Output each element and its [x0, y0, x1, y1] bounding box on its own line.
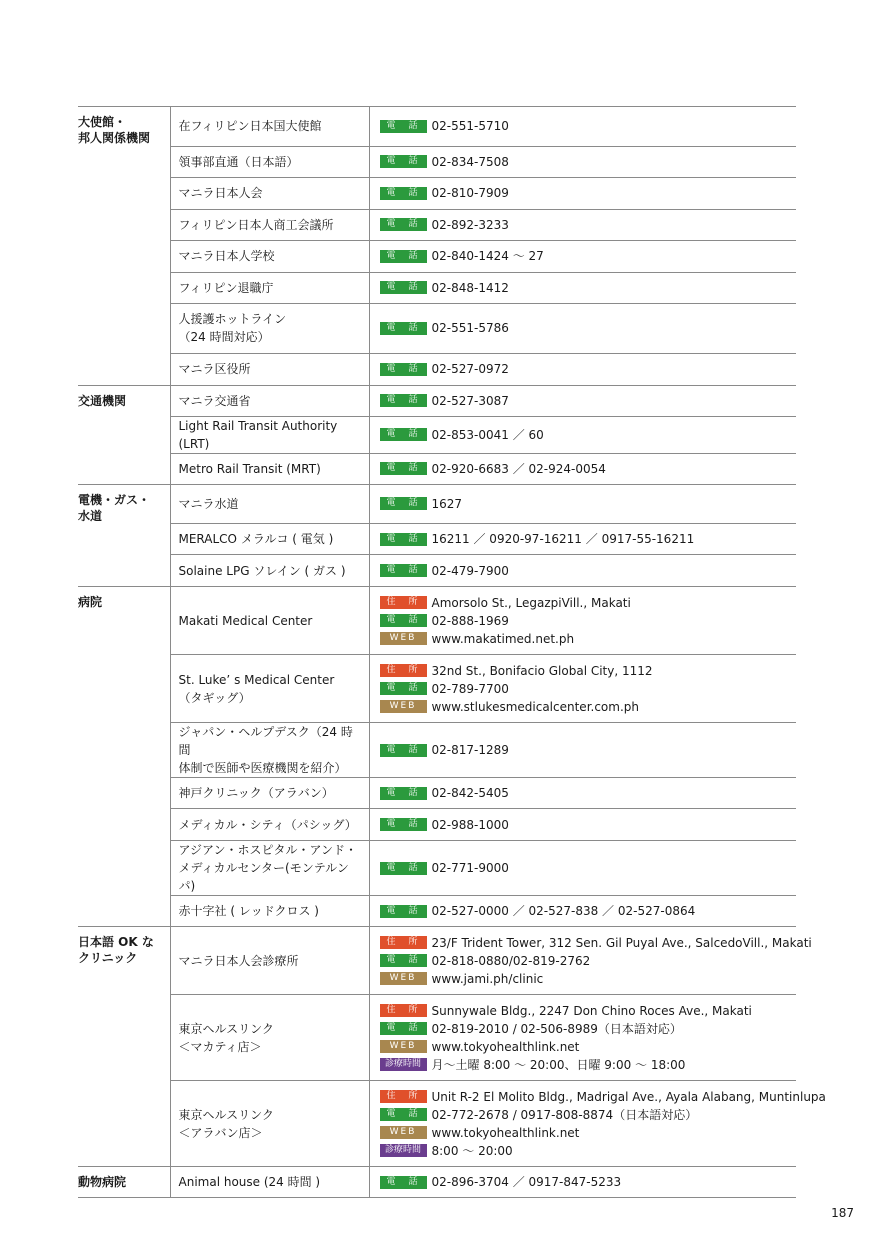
tel-value: 16211 ／ 0920-97-16211 ／ 0917-55-16211: [431, 532, 695, 546]
tel-value: 02-479-7900: [431, 563, 509, 578]
web-value[interactable]: www.stlukesmedicalcenter.com.ph: [431, 699, 640, 714]
tel-value: 02-810-7909: [431, 186, 509, 200]
tel-badge: 電 話: [380, 1108, 427, 1121]
tel-value: 02-840-1424 ～ 27: [431, 249, 544, 263]
contact-line-addr: [380, 1088, 826, 1106]
institution-name: [170, 146, 369, 177]
web-value[interactable]: www.makatimed.net.ph: [431, 631, 575, 646]
tel-value: 02-848-1412: [431, 280, 509, 295]
table-row: [78, 995, 796, 1081]
tel-badge: 電 話: [380, 533, 427, 546]
category-cell: [78, 587, 170, 655]
institution-name: [170, 896, 369, 927]
table-row: [78, 841, 796, 896]
category-label: 水道: [78, 508, 103, 523]
institution-name-line: 在フィリピン日本国大使館: [178, 119, 322, 134]
tel-badge: 電 話: [380, 218, 427, 231]
table-row: [78, 655, 796, 723]
contact-line-hours: [380, 1142, 789, 1160]
contact-line-web: [380, 1038, 789, 1056]
institution-name: [170, 723, 369, 778]
table-row: [78, 209, 796, 240]
contact-line-tel: [380, 902, 789, 920]
tel-value: 02-527-3087: [431, 393, 509, 408]
contact-line-addr: [380, 934, 812, 952]
contact-line-tel: [380, 392, 789, 410]
addr-badge: 住 所: [380, 1004, 427, 1017]
tel-value: 02-771-9000: [431, 861, 509, 875]
institution-name-line: 体制で医師や医療機関を紹介）: [178, 761, 347, 775]
category-label: 動物病院: [78, 1175, 127, 1189]
tel-value: 1627: [431, 496, 463, 511]
tel-value: 02-527-0972: [431, 362, 509, 376]
category-label: クリニック: [78, 951, 138, 965]
table-row: [78, 453, 796, 484]
tel-badge: 電 話: [380, 363, 427, 376]
contact-line-tel: [380, 184, 789, 202]
category-cell: [78, 146, 170, 177]
addr-badge: 住 所: [380, 664, 427, 677]
contact-line-tel: [380, 680, 789, 698]
institution-name: [170, 240, 369, 272]
institution-name: [170, 1081, 369, 1167]
tel-value: 02-920-6683 ／ 02-924-0054: [431, 461, 606, 476]
contact-line-addr: [380, 1002, 789, 1020]
web-badge: WEB: [380, 632, 427, 645]
contact-line-tel: [380, 247, 789, 265]
institution-name: [170, 995, 369, 1081]
category-label: 電機・ガス・: [78, 492, 151, 507]
addr-value: 23/F Trident Tower, 312 Sen. Gil Puyal Ave., SalcedoVill., Makati: [431, 935, 812, 950]
contact-info: [369, 416, 796, 453]
contact-info: [369, 1081, 826, 1167]
table-row: [78, 146, 796, 177]
category-cell: [78, 272, 170, 303]
tel-badge: 電 話: [380, 187, 427, 200]
contact-line-tel: [380, 495, 789, 513]
table-row: [78, 272, 796, 303]
web-value[interactable]: www.tokyohealthlink.net: [431, 1125, 580, 1140]
tel-value: 02-892-3233: [431, 217, 509, 232]
contact-info: [369, 107, 796, 147]
institution-name-line: アジアン・ホスピタル・アンド・: [178, 843, 358, 857]
web-badge: WEB: [380, 700, 427, 713]
contact-info: [369, 272, 796, 303]
table-row: [78, 587, 796, 655]
category-label: 邦人関係機関: [78, 131, 151, 145]
contact-info: [369, 524, 796, 555]
institution-name-line: フィリピン日本人商工会議所: [178, 217, 334, 232]
category-cell: [78, 995, 170, 1081]
page-number: 187: [831, 1206, 854, 1220]
contact-info: [369, 655, 796, 723]
institution-name: [170, 841, 369, 896]
contact-line-tel: [380, 360, 789, 378]
tel-badge: 電 話: [380, 787, 427, 800]
contact-line-tel: [380, 612, 789, 630]
category-cell: [78, 927, 170, 995]
tel-badge: 電 話: [380, 954, 427, 967]
institution-name-line: マニラ日本人学校: [178, 249, 275, 263]
contact-info: [369, 303, 796, 353]
tel-badge: 電 話: [380, 905, 427, 918]
category-cell: [78, 896, 170, 927]
institution-name: [170, 524, 369, 555]
contact-line-tel: [380, 153, 789, 171]
institution-name-line: Metro Rail Transit (MRT): [178, 461, 321, 476]
tel-badge: 電 話: [380, 322, 427, 335]
institution-name-line: メディカル・シティ（パシッグ）: [178, 817, 357, 832]
tel-value: 02-817-1289: [431, 743, 509, 757]
category-cell: [78, 484, 170, 524]
addr-value: Sunnywale Bldg., 2247 Don Chino Roces Ave., Makati: [431, 1003, 752, 1018]
contact-line-tel: [380, 1173, 789, 1191]
institution-name-line: St. Luke’ s Medical Center: [178, 672, 335, 687]
tel-badge: 電 話: [380, 682, 427, 695]
institution-name-line: 人援護ホットライン: [178, 312, 287, 326]
institution-name: [170, 353, 369, 385]
institution-name: [170, 1167, 369, 1198]
category-label: 大使館・: [78, 115, 127, 129]
contact-info: [369, 1167, 796, 1198]
tel-value: 02-551-5710: [431, 119, 509, 134]
contact-info: [369, 778, 796, 809]
institution-name-line: Animal house (24 時間 ): [178, 1175, 321, 1189]
category-cell: [78, 778, 170, 809]
contact-line-web: [380, 1124, 789, 1142]
institution-name-line: Light Rail Transit Authority (LRT): [178, 418, 338, 451]
tel-value: 02-853-0041 ／ 60: [431, 427, 544, 442]
table-row: [78, 1081, 796, 1167]
institution-name-line: MERALCO メラルコ ( 電気 ): [178, 532, 334, 546]
contact-info: [369, 555, 796, 587]
contact-line-tel: [380, 816, 789, 834]
tel-badge: 電 話: [380, 462, 427, 475]
contact-line-tel: [380, 784, 789, 802]
addr-value: Amorsolo St., LegazpiVill., Makati: [431, 595, 631, 610]
table-row: [78, 927, 796, 995]
table-row: [78, 555, 796, 587]
contact-info: [369, 809, 796, 841]
institution-name-line: 赤十字社 ( レッドクロス ): [178, 904, 319, 918]
category-label: 病院: [78, 595, 103, 609]
contact-line-tel: [380, 562, 789, 580]
institution-name-line: マニラ日本人会診療所: [178, 953, 299, 968]
tel-value: 02-772-2678 / 0917-808-8874（日本語対応）: [431, 1107, 698, 1122]
institution-name: [170, 927, 369, 995]
category-cell: [78, 385, 170, 416]
category-cell: [78, 809, 170, 841]
tel-value: 02-888-1969: [431, 613, 509, 628]
contact-line-web: [380, 970, 789, 988]
tel-value: 02-896-3704 ／ 0917-847-5233: [431, 1175, 622, 1189]
table-row: [78, 303, 796, 353]
institution-name: [170, 453, 369, 484]
hours-value: 月～土曜 8:00 ～ 20:00、日曜 9:00 ～ 18:00: [431, 1057, 686, 1072]
table-row: [78, 484, 796, 524]
category-cell: [78, 107, 170, 147]
contact-info: [369, 353, 796, 385]
table-row: [78, 524, 796, 555]
category-cell: [78, 723, 170, 778]
contact-line-tel: [380, 319, 789, 337]
tel-badge: 電 話: [380, 394, 427, 407]
contact-line-web: [380, 698, 789, 716]
tel-badge: 電 話: [380, 250, 427, 263]
category-cell: [78, 177, 170, 209]
institution-name-line: Makati Medical Center: [178, 613, 313, 628]
tel-badge: 電 話: [380, 818, 427, 831]
tel-badge: 電 話: [380, 1176, 427, 1189]
tel-badge: 電 話: [380, 497, 427, 510]
institution-name-line: ジャパン・ヘルプデスク（24 時間: [178, 725, 353, 757]
contact-line-tel: [380, 859, 789, 877]
web-value[interactable]: www.jami.ph/clinic: [431, 971, 544, 986]
contact-line-tel: [380, 460, 789, 478]
contact-info: [369, 385, 796, 416]
table-row: [78, 353, 796, 385]
contact-line-tel: [380, 426, 789, 444]
institution-name-line: マニラ日本人会: [178, 186, 263, 200]
category-cell: [78, 524, 170, 555]
contact-line-web: [380, 630, 789, 648]
institution-name: [170, 272, 369, 303]
tel-badge: 電 話: [380, 428, 427, 441]
table-row: [78, 1167, 796, 1198]
contact-line-tel: [380, 117, 789, 135]
contact-line-tel: [380, 952, 789, 970]
addr-value: Unit R-2 El Molito Bldg., Madrigal Ave., Ayala Alabang, Muntinlupa: [431, 1089, 826, 1104]
institution-name: [170, 555, 369, 587]
table-row: [78, 107, 796, 147]
hours-badge: 診療時間: [380, 1144, 427, 1157]
contact-info: [369, 995, 796, 1081]
institution-name-line: 神戸クリニック（アラバン）: [178, 786, 334, 800]
tel-value: 02-834-7508: [431, 154, 509, 169]
table-row: [78, 416, 796, 453]
institution-name: [170, 303, 369, 353]
table-row: [78, 896, 796, 927]
category-cell: [78, 1081, 170, 1167]
institution-name-line: （24 時間対応）: [178, 330, 270, 344]
contact-info: [369, 484, 796, 524]
tel-badge: 電 話: [380, 1022, 427, 1035]
contact-info: [369, 453, 796, 484]
contact-info: [369, 146, 796, 177]
contact-info: [369, 209, 796, 240]
tel-value: 02-551-5786: [431, 321, 509, 335]
contact-info: [369, 240, 796, 272]
category-cell: [78, 453, 170, 484]
directory-table: [78, 106, 826, 1198]
category-cell: [78, 353, 170, 385]
category-cell: [78, 416, 170, 453]
institution-name-line: メディカルセンター(モンテルンパ): [178, 861, 349, 893]
contact-line-tel: [380, 279, 789, 297]
addr-badge: 住 所: [380, 936, 427, 949]
tel-badge: 電 話: [380, 744, 427, 757]
category-cell: [78, 655, 170, 723]
tel-badge: 電 話: [380, 281, 427, 294]
addr-value: 32nd St., Bonifacio Global City, 1112: [431, 663, 653, 678]
institution-name: [170, 385, 369, 416]
institution-name: [170, 177, 369, 209]
tel-badge: 電 話: [380, 120, 427, 133]
institution-name: [170, 587, 369, 655]
contact-line-tel: [380, 741, 789, 759]
institution-name-line: マニラ交通省: [178, 393, 251, 408]
institution-name: [170, 655, 369, 723]
institution-name-line: フィリピン退職庁: [178, 280, 274, 295]
category-cell: [78, 240, 170, 272]
hours-value: 8:00 ～ 20:00: [431, 1143, 513, 1158]
institution-name-line: 東京ヘルスリンク: [178, 1021, 274, 1036]
institution-name-line: マニラ区役所: [178, 362, 251, 376]
web-badge: WEB: [380, 972, 427, 985]
table-row: [78, 723, 796, 778]
table-row: [78, 778, 796, 809]
contact-info: [369, 841, 796, 896]
category-cell: [78, 303, 170, 353]
tel-badge: 電 話: [380, 862, 427, 875]
category-label: 日本語 OK な: [78, 935, 154, 949]
category-cell: [78, 209, 170, 240]
table-row: [78, 809, 796, 841]
table-row: [78, 240, 796, 272]
tel-badge: 電 話: [380, 614, 427, 627]
tel-value: 02-789-7700: [431, 681, 509, 696]
institution-name-line: 東京ヘルスリンク: [178, 1107, 274, 1122]
category-cell: [78, 555, 170, 587]
institution-name: [170, 209, 369, 240]
addr-badge: 住 所: [380, 596, 427, 609]
contact-line-addr: [380, 594, 789, 612]
contact-line-tel: [380, 1020, 789, 1038]
institution-name: [170, 778, 369, 809]
institution-name: [170, 107, 369, 147]
category-cell: [78, 1167, 170, 1198]
institution-name: [170, 484, 369, 524]
contact-info: [369, 587, 796, 655]
contact-line-tel: [380, 1106, 789, 1124]
addr-badge: 住 所: [380, 1090, 427, 1103]
institution-name-line: ＜アラバン店＞: [178, 1125, 263, 1140]
hours-badge: 診療時間: [380, 1058, 427, 1071]
tel-badge: 電 話: [380, 564, 427, 577]
contact-line-hours: [380, 1056, 789, 1074]
contact-line-tel: [380, 216, 789, 234]
institution-name: [170, 416, 369, 453]
tel-value: 02-527-0000 ／ 02-527-838 ／ 02-527-0864: [431, 904, 696, 918]
institution-name-line: （タギッグ）: [178, 690, 251, 705]
tel-value: 02-842-5405: [431, 786, 509, 800]
category-cell: [78, 841, 170, 896]
web-badge: WEB: [380, 1040, 427, 1053]
web-value[interactable]: www.tokyohealthlink.net: [431, 1039, 580, 1054]
contact-info: [369, 896, 796, 927]
contact-line-addr: [380, 662, 789, 680]
institution-name-line: Solaine LPG ソレイン ( ガス ): [178, 563, 346, 578]
tel-value: 02-818-0880/02-819-2762: [431, 953, 591, 968]
tel-value: 02-988-1000: [431, 817, 509, 832]
table-row: [78, 385, 796, 416]
contact-info: [369, 927, 812, 995]
tel-value: 02-819-2010 / 02-506-8989（日本語対応）: [431, 1021, 682, 1036]
tel-badge: 電 話: [380, 155, 427, 168]
contact-info: [369, 177, 796, 209]
institution-name-line: マニラ水道: [178, 496, 239, 511]
web-badge: WEB: [380, 1126, 427, 1139]
contact-info: [369, 723, 796, 778]
table-row: [78, 177, 796, 209]
contact-line-tel: [380, 530, 789, 548]
institution-name-line: 領事部直通（日本語）: [178, 154, 299, 169]
institution-name: [170, 809, 369, 841]
institution-name-line: ＜マカティ店＞: [178, 1039, 262, 1054]
category-label: 交通機関: [78, 393, 127, 408]
